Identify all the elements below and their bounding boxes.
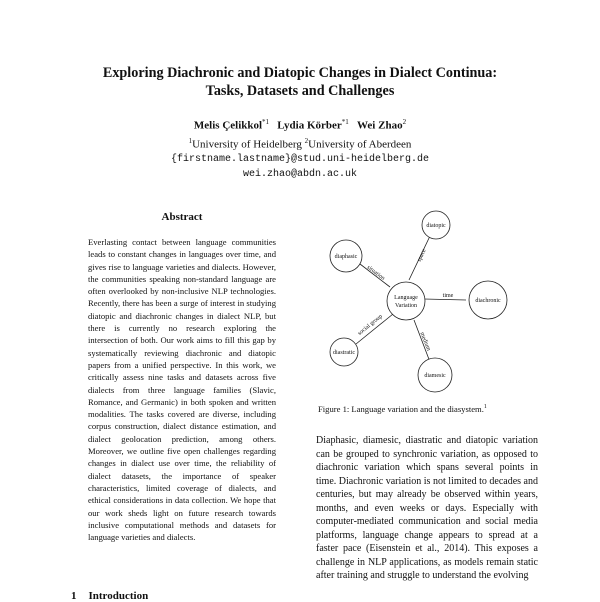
author-name: Melis Çelikkol (193, 119, 263, 132)
section-number: 1 (71, 590, 77, 602)
section-title: Introduction (88, 590, 149, 602)
right-column-text: Diaphasic, diamesic, diastratic and diatopic variation can be grouped to synchronic variation, as opposed to diachronic variation which spans several points in time. Diachronic variation is not limited to decades and centuries, but may already be observed within years, months, and even weeks or days. Especially with computer-mediated communication and social media platforms, language change appears to spread at a faster pace (Eisenstein et al., 2014). This exposes a challenge in NLP applications, as models remain static after training and struggle to understand the evolving (316, 435, 538, 581)
abstract-text: Everlasting contact between language communities leads to constant changes in languages over time, and gives rise to language varieties and dialects. However, the communities speaking non-standard language are often overlooked by non-inclusive NLP technologies. Recently, there has been a surge of interest in studying diatopic and diachronic changes in dialect NLP, but there is currently no research exploring the intersection of both. Our work aims to fill this gap by systematically reviewing diachronic and diatopic papers from a unified perspective. In this work, we critically assess nine tasks and datasets across five dialects from three language families (Slavic, Romance, and Germanic) in both spoken and written modalities. The tasks covered are diverse, including corpus construction, dialect distance estimation, and dialect geolocation prediction, among others. Moreover, we outline five open challenges regarding changes in dialect use over time, the reliability of dialect datasets, the importance of speaker characteristics, limited coverage of dialects, and ethical considerations in data collection. We hope that our work sheds light on future research towards inclusive computational methods and datasets for language varieties and dialects. (88, 237, 276, 543)
author-name: Lydia Körber (277, 119, 342, 132)
author-sup: *1 (341, 118, 349, 126)
figure-caption (318, 404, 548, 414)
paper-title (60, 64, 540, 100)
abstract-heading: Abstract (161, 211, 203, 223)
affiliation: University of Aberdeen (308, 138, 412, 151)
edge-label: space (416, 248, 428, 263)
node-language-variation (387, 282, 425, 320)
node-label: diatopic (426, 223, 446, 229)
author-name: Wei Zhao (357, 119, 403, 132)
center-label-line-2: Variation (395, 303, 417, 309)
email-line: {firstname.lastname}@stud.uni-heidelberg.de (170, 154, 430, 165)
title-line-2: Tasks, Datasets and Challenges (205, 83, 395, 99)
author-sup: *1 (262, 118, 270, 126)
edge-label: medium (418, 331, 432, 352)
affiliations (60, 137, 540, 151)
section-heading (71, 590, 148, 602)
edge-diachronic (424, 299, 466, 300)
edge-label: time (442, 293, 454, 299)
author-sup: 2 (402, 118, 407, 126)
affil-sup: 1 (188, 137, 193, 145)
email-line: wei.zhao@abdn.ac.uk (242, 169, 358, 180)
edge-label: situation (365, 264, 386, 282)
affil-sup: 2 (304, 137, 309, 145)
node-label: diaphasic (334, 254, 358, 260)
node-label: diamesic (424, 373, 446, 379)
node-label: diachronic (475, 298, 501, 304)
center-label-line-1: Language (394, 295, 418, 301)
authors (60, 118, 540, 132)
caption-sup: 1 (483, 404, 487, 411)
edge-label: social group (357, 313, 384, 337)
affiliation: University of Heidelberg (192, 138, 302, 151)
diasystem-figure (318, 204, 518, 396)
node-label: diastratic (333, 350, 355, 356)
caption-text: Figure 1: Language variation and the diasystem. (318, 404, 484, 414)
title-line-1: Exploring Diachronic and Diatopic Changes in Dialect Continua: (102, 65, 498, 81)
